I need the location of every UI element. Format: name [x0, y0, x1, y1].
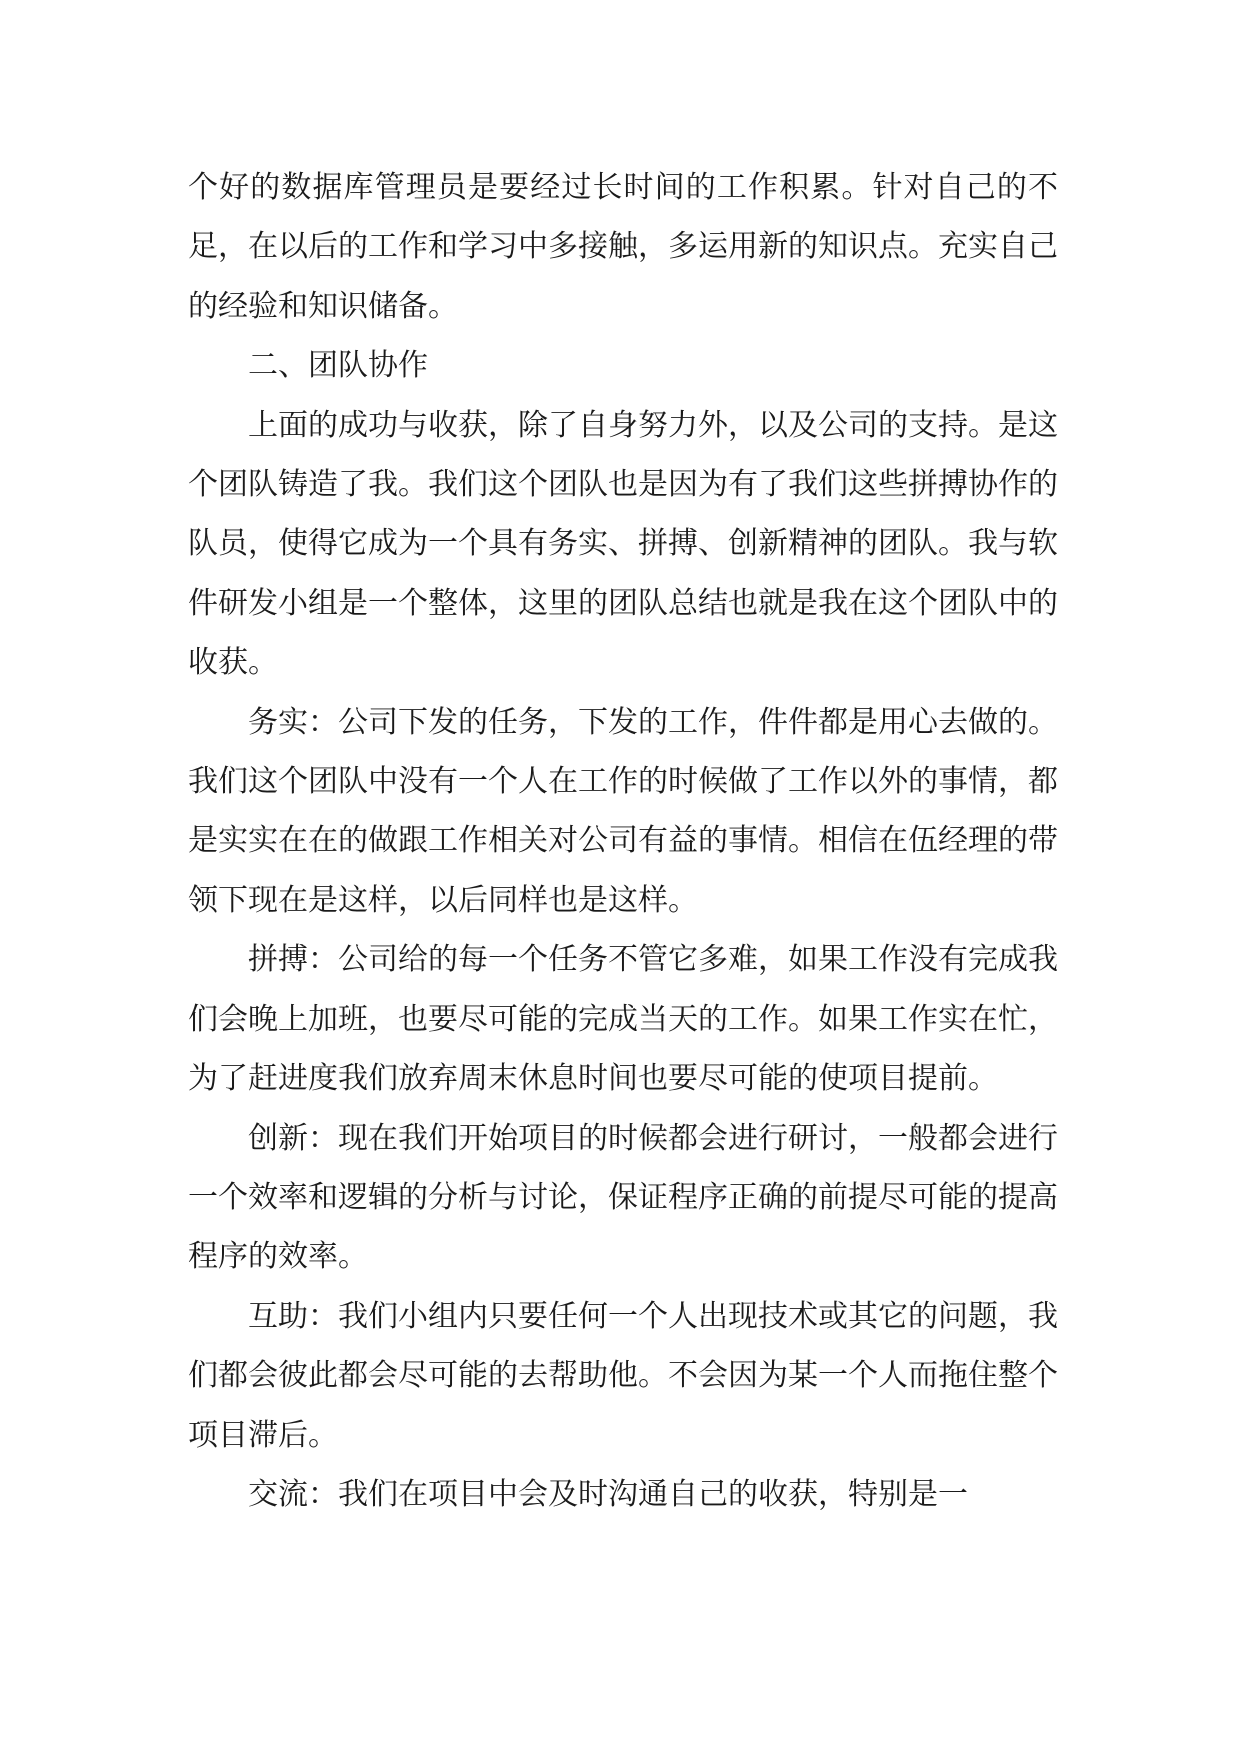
paragraph-mutual-help: 互助：我们小组内只要任何一个人出现技术或其它的问题，我们都会彼此都会尽可能的去帮助他。不会因为某一个人而拖住整个项目滞后。: [188, 1298, 1058, 1453]
paragraph-hard-work: 拼搏：公司给的每一个任务不管它多难，如果工作没有完成我们会晚上加班，也要尽可能的完成当天的工作。如果工作实在忙，为了赶进度我们放弃周末休息时间也要尽可能的使项目提前。: [188, 942, 1058, 1097]
paragraph-innovation: 创新：现在我们开始项目的时候都会进行研讨，一般都会进行一个效率和逻辑的分析与讨论，保证程序正确的前提尽可能的提高程序的效率。: [188, 1120, 1058, 1275]
paragraph-team-overview: 上面的成功与收获，除了自身努力外，以及公司的支持。是这个团队铸造了我。我们这个团队也是因为有了我们这些拼搏协作的队员，使得它成为一个具有务实、拼搏、创新精神的团队。我与软件研发小组是一个整体，这里的团队总结也就是我在这个团队中的收获。: [188, 407, 1058, 681]
paragraph-communication: 交流：我们在项目中会及时沟通自己的收获，特别是一: [248, 1476, 968, 1512]
paragraph-continued-intro: 个好的数据库管理员是要经过长时间的工作积累。针对自己的不足，在以后的工作和学习中多接触，多运用新的知识点。充实自己的经验和知识储备。: [188, 170, 1058, 324]
paragraph-pragmatic: 务实：公司下发的任务，下发的工作，件件都是用心去做的。我们这个团队中没有一个人在工作的时候做了工作以外的事情，都是实实在在的做跟工作相关对公司有益的事情。相信在伍经理的带领下现在是这样，以后同样也是这样。: [188, 704, 1058, 918]
section-heading-team-collaboration: 二、团队协作: [248, 348, 428, 384]
document-body: [188, 158, 1058, 1524]
